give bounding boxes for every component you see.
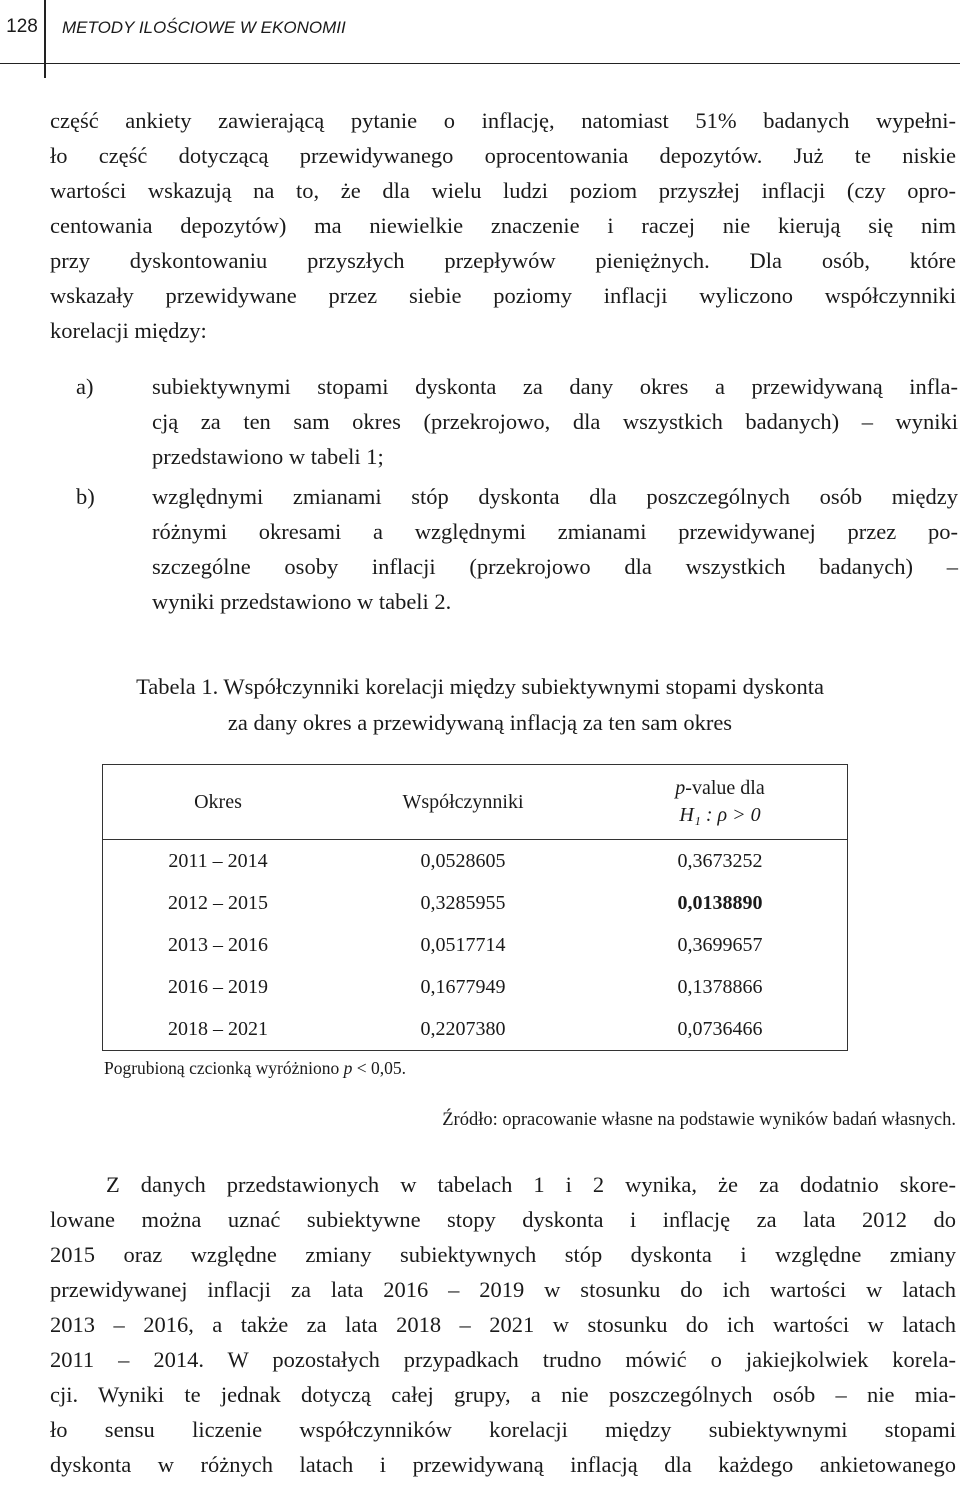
paragraph-intro [50,103,956,348]
cell-period: 2016 – 2019 [168,975,268,998]
table-row [103,882,848,924]
header-coefficients: Współczynniki [333,765,593,840]
running-title: METODY ILOŚCIOWE W EKONOMII [62,18,346,37]
header-divider-vertical [44,0,46,78]
text-line: wartości wskazują na to, że dla wielu ludzi poziom przyszłej inflacji (czy opro- [50,178,956,203]
hypothesis-formula: H₁ : ρ > 0 [679,804,761,826]
cell-pvalue: 0,3699657 [677,933,763,956]
header-period: Okres [103,765,334,840]
p-symbol: p [675,777,686,799]
cell-pvalue-significant: 0,0138890 [677,891,763,914]
list-text [152,479,958,619]
text-line: 2015 oraz względne zmiany subiektywnych stóp dyskonta i względne zmiany [50,1242,956,1267]
cell-coef: 0,1677949 [420,975,506,998]
pvalue-label: -value dla [685,777,765,799]
cell-period: 2018 – 2021 [168,1017,268,1040]
text-line: cją za ten sam okres (przekrojowo, dla wszystkich badanych) – wyniki [152,409,958,434]
list-label: a) [76,374,94,399]
note-var: p [343,1058,353,1078]
table-source: Źródło: opracowanie własne na podstawie wyników badań własnych. [442,1110,956,1130]
list-text [152,369,958,474]
text-line: cji. Wyniki te jednak dotyczą całej grupy, a nie poszczególnych osób – nie mia- [50,1382,956,1407]
text-line: wyniki przedstawiono w tabeli 2. [152,589,452,614]
text-line: część ankiety zawierającą pytanie o inflację, natomiast 51% badanych wypełni- [50,108,956,133]
text-line: szczególne osoby inflacji (przekrojowo dla wszystkich badanych) – [152,554,958,579]
text-line: względnymi zmianami stóp dyskonta dla poszczególnych osób między [152,484,958,509]
header-divider-horizontal [0,63,960,64]
text-line: ło część dotyczącą przewidywanego oprocentowania depozytów. Już te niskie [50,143,956,168]
text-line: przewidywanej inflacji za lata 2016 – 2019 w stosunku do ich wartości w latach [50,1277,956,1302]
cell-pvalue: 0,1378866 [677,975,763,998]
text-line: lowane można uznać subiektywne stopy dyskonta i inflację za lata 2012 do [50,1207,956,1232]
table-row [103,1008,848,1051]
text-line: przy dyskontowaniu przyszłych przepływów pieniężnych. Dla osób, które [50,248,956,273]
table-row [103,840,848,883]
cell-pvalue: 0,0736466 [677,1017,763,1040]
header-pvalue [593,765,848,840]
correlation-table [102,764,848,1051]
list-item-b [62,479,958,619]
cell-period: 2011 – 2014 [168,849,268,872]
text-line: 2013 – 2016, a także za lata 2018 – 2021 w stosunku do ich wartości w latach [50,1312,956,1337]
text-line: wskazały przewidywane przez siebie poziomy inflacji wyliczono współczynniki [50,283,956,308]
text-line: ło sensu liczenie współczynników korelacji między subiektywnymi stopami [50,1417,956,1442]
text-line: korelacji między: [50,318,207,343]
cell-period: 2013 – 2016 [168,933,268,956]
text-line: 2011 – 2014. W pozostałych przypadkach trudno mówić o jakiejkolwiek korela- [50,1347,956,1372]
table-note [104,1058,406,1079]
cell-coef: 0,2207380 [420,1017,506,1040]
cell-coef: 0,3285955 [420,891,506,914]
list-item-a [62,369,958,474]
table-header-row [103,765,848,840]
cell-pvalue: 0,3673252 [677,849,763,872]
table-row [103,924,848,966]
text-line: dyskonta w różnych latach i przewidywaną inflacją dla każdego ankietowanego [50,1452,956,1477]
page-number: 128 [6,16,38,37]
list-label: b) [76,484,95,509]
text-line: różnymi okresami a względnymi zmianami przewidywanej przez po- [152,519,958,544]
cell-coef: 0,0517714 [420,933,506,956]
cell-period: 2012 – 2015 [168,891,268,914]
text-line: Z danych przedstawionych w tabelach 1 i 2 wynika, że za dodatnio skore- [106,1172,956,1197]
table-caption-line2: za dany okres a przewidywaną inflacją za ten sam okres [227,710,733,735]
table-row [103,966,848,1008]
text-line: subiektywnymi stopami dyskonta za dany okres a przewidywaną infla- [152,374,958,399]
cell-coef: 0,0528605 [420,849,506,872]
text-line: przedstawiono w tabeli 1; [152,444,384,469]
text-line: centowania depozytów) ma niewielkie znaczenie i raczej nie kierują się nim [50,213,956,238]
note-text: Pogrubioną czcionką wyróżniono [104,1058,344,1078]
note-text-end: < 0,05. [352,1058,406,1078]
paragraph-conclusion [50,1167,956,1482]
table-caption-line1: Tabela 1. Współczynniki korelacji między subiektywnymi stopami dyskonta [136,674,824,699]
